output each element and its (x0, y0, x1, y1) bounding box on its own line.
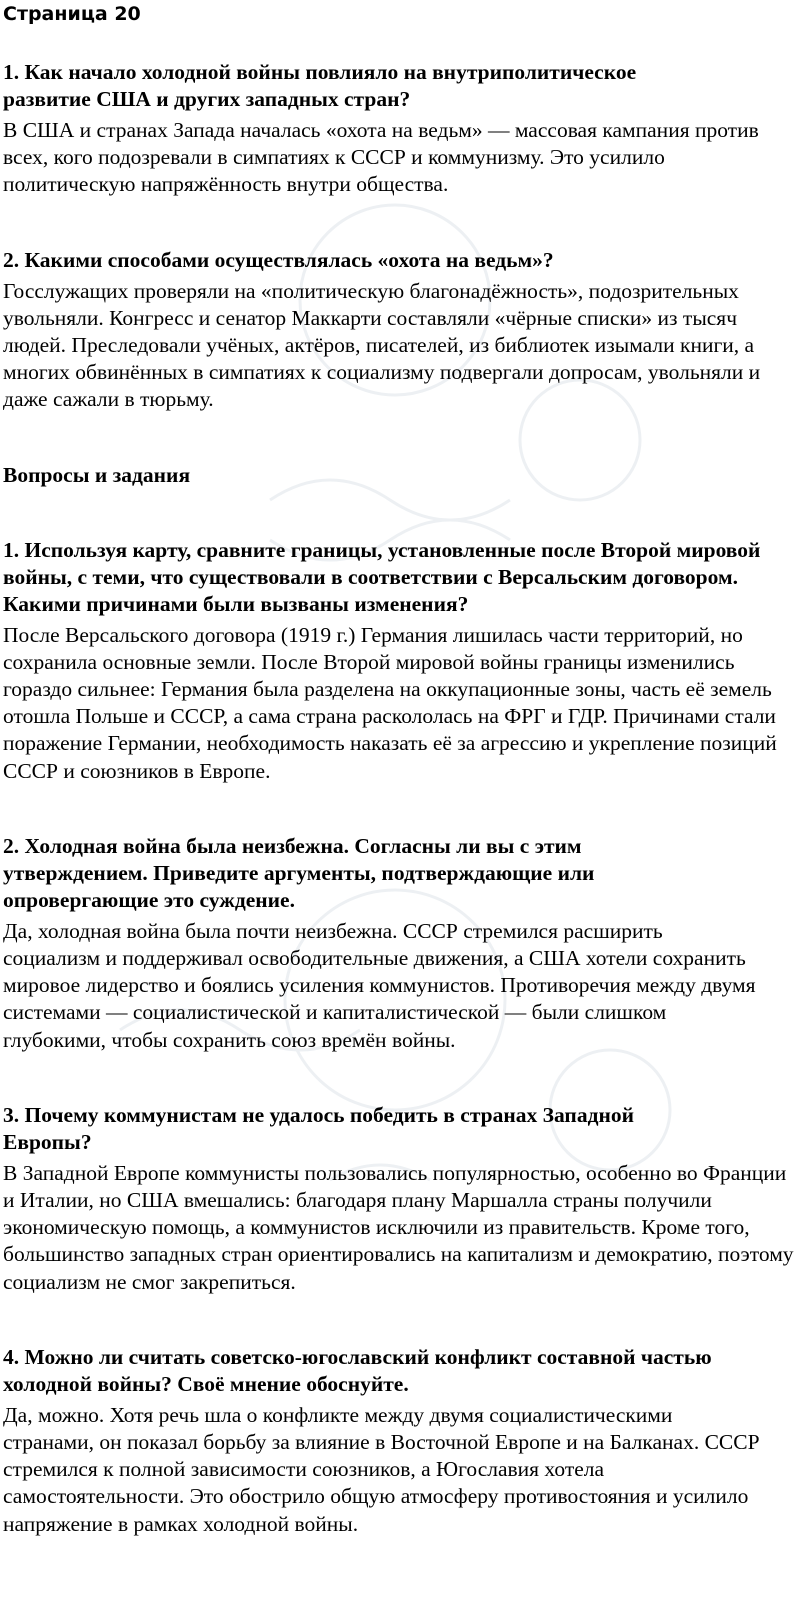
section-heading: Вопросы и задания (3, 462, 191, 487)
answer-text: Госслужащих проверяли на «политическую благонадёжность», подозрительных увольняли. Конгресс и сенатор Маккарти составляли «чёрные списки» из тысяч людей. Преследовали учёных, актёров, писателей, из библиотек изымали книги, а многих обвинённых в симпатиях к социализму подвергали допросам, увольняли и даже сажали в тюрьму. (3, 278, 761, 412)
document-page (3, 0, 795, 1538)
answer-text: После Версальского договора (1919 г.) Германия лишилась части территорий, но сохранила основные земли. После Второй мировой войны границы изменились гораздо сильнее: Германия была разделена на оккупационные зоны, часть её земель отошла Польше и СССР, а сама страна раскололась на ФРГ и ГДР. Причинами стали поражение Германии, необходимость наказать её за агрессию и укрепление позиций СССР и союзников в Европе. (3, 622, 777, 783)
task-heading: 2. Холодная война была неизбежна. Согласны ли вы с этим утверждением. Приведите аргументы, подтверждающие или опровергающие это суждение. (3, 833, 595, 912)
answer-text: Да, можно. Хотя речь шла о конфликте между двумя социалистическими странами, он показал борьбу за влияние в Восточной Европе и на Балканах. СССР стремился к полной зависимости союзников, а Югославия хотела самостоятельности. Это обострило общую атмосферу противостояния и усилило напряжение в рамках холодной войны. (3, 1402, 760, 1536)
task-block-2 (3, 833, 795, 1054)
question-block-1 (3, 59, 795, 199)
task-heading: 3. Почему коммунистам не удалось победить в странах Западной Европы? (3, 1102, 634, 1154)
answer-text: В США и странах Запада началась «охота на ведьм» — массовая кампания против всех, кого подозревали в симпатиях к СССР и коммунизму. Это усилило политическую напряжённость внутри общества. (3, 118, 759, 197)
task-block-1 (3, 537, 795, 785)
answer-text: Да, холодная война была почти неизбежна. СССР стремился расширить социализм и поддерживал освободительные движения, а США хотели сохранить мировое лидерство и боялись усиления коммунистов. Противоречия между двумя системами — социалистической и капиталистической — были слишком глубокими, чтобы сохранить союз времён войны. (3, 918, 756, 1052)
question-heading: 1. Как начало холодной войны повлияло на внутриполитическое развитие США и других западных стран? (3, 60, 637, 111)
question-heading: 2. Какими способами осуществлялась «охота на ведьм»? (3, 247, 554, 272)
page-title: Страница 20 (3, 3, 141, 25)
answer-text: В Западной Европе коммунисты пользовались популярностью, особенно во Франции и Италии, но США вмешались: благодаря плану Маршалла страны получили экономическую помощь, а коммунистов исключили из правительств. Кроме того, большинство западных стран ориентировались на капитализм и демократию, поэтому социализм не смог закрепиться. (3, 1160, 794, 1294)
task-heading: 1. Используя карту, сравните границы, установленные после Второй мировой войны, с теми, что существовали в соответствии с Версальским договором. Какими причинами были вызваны изменения? (3, 537, 761, 616)
task-block-3 (3, 1102, 795, 1296)
task-block-4 (3, 1344, 795, 1538)
task-heading: 4. Можно ли считать советско-югославский конфликт составной частью холодной войны? Своё мнение обоснуйте. (3, 1344, 712, 1396)
question-block-2 (3, 247, 795, 414)
